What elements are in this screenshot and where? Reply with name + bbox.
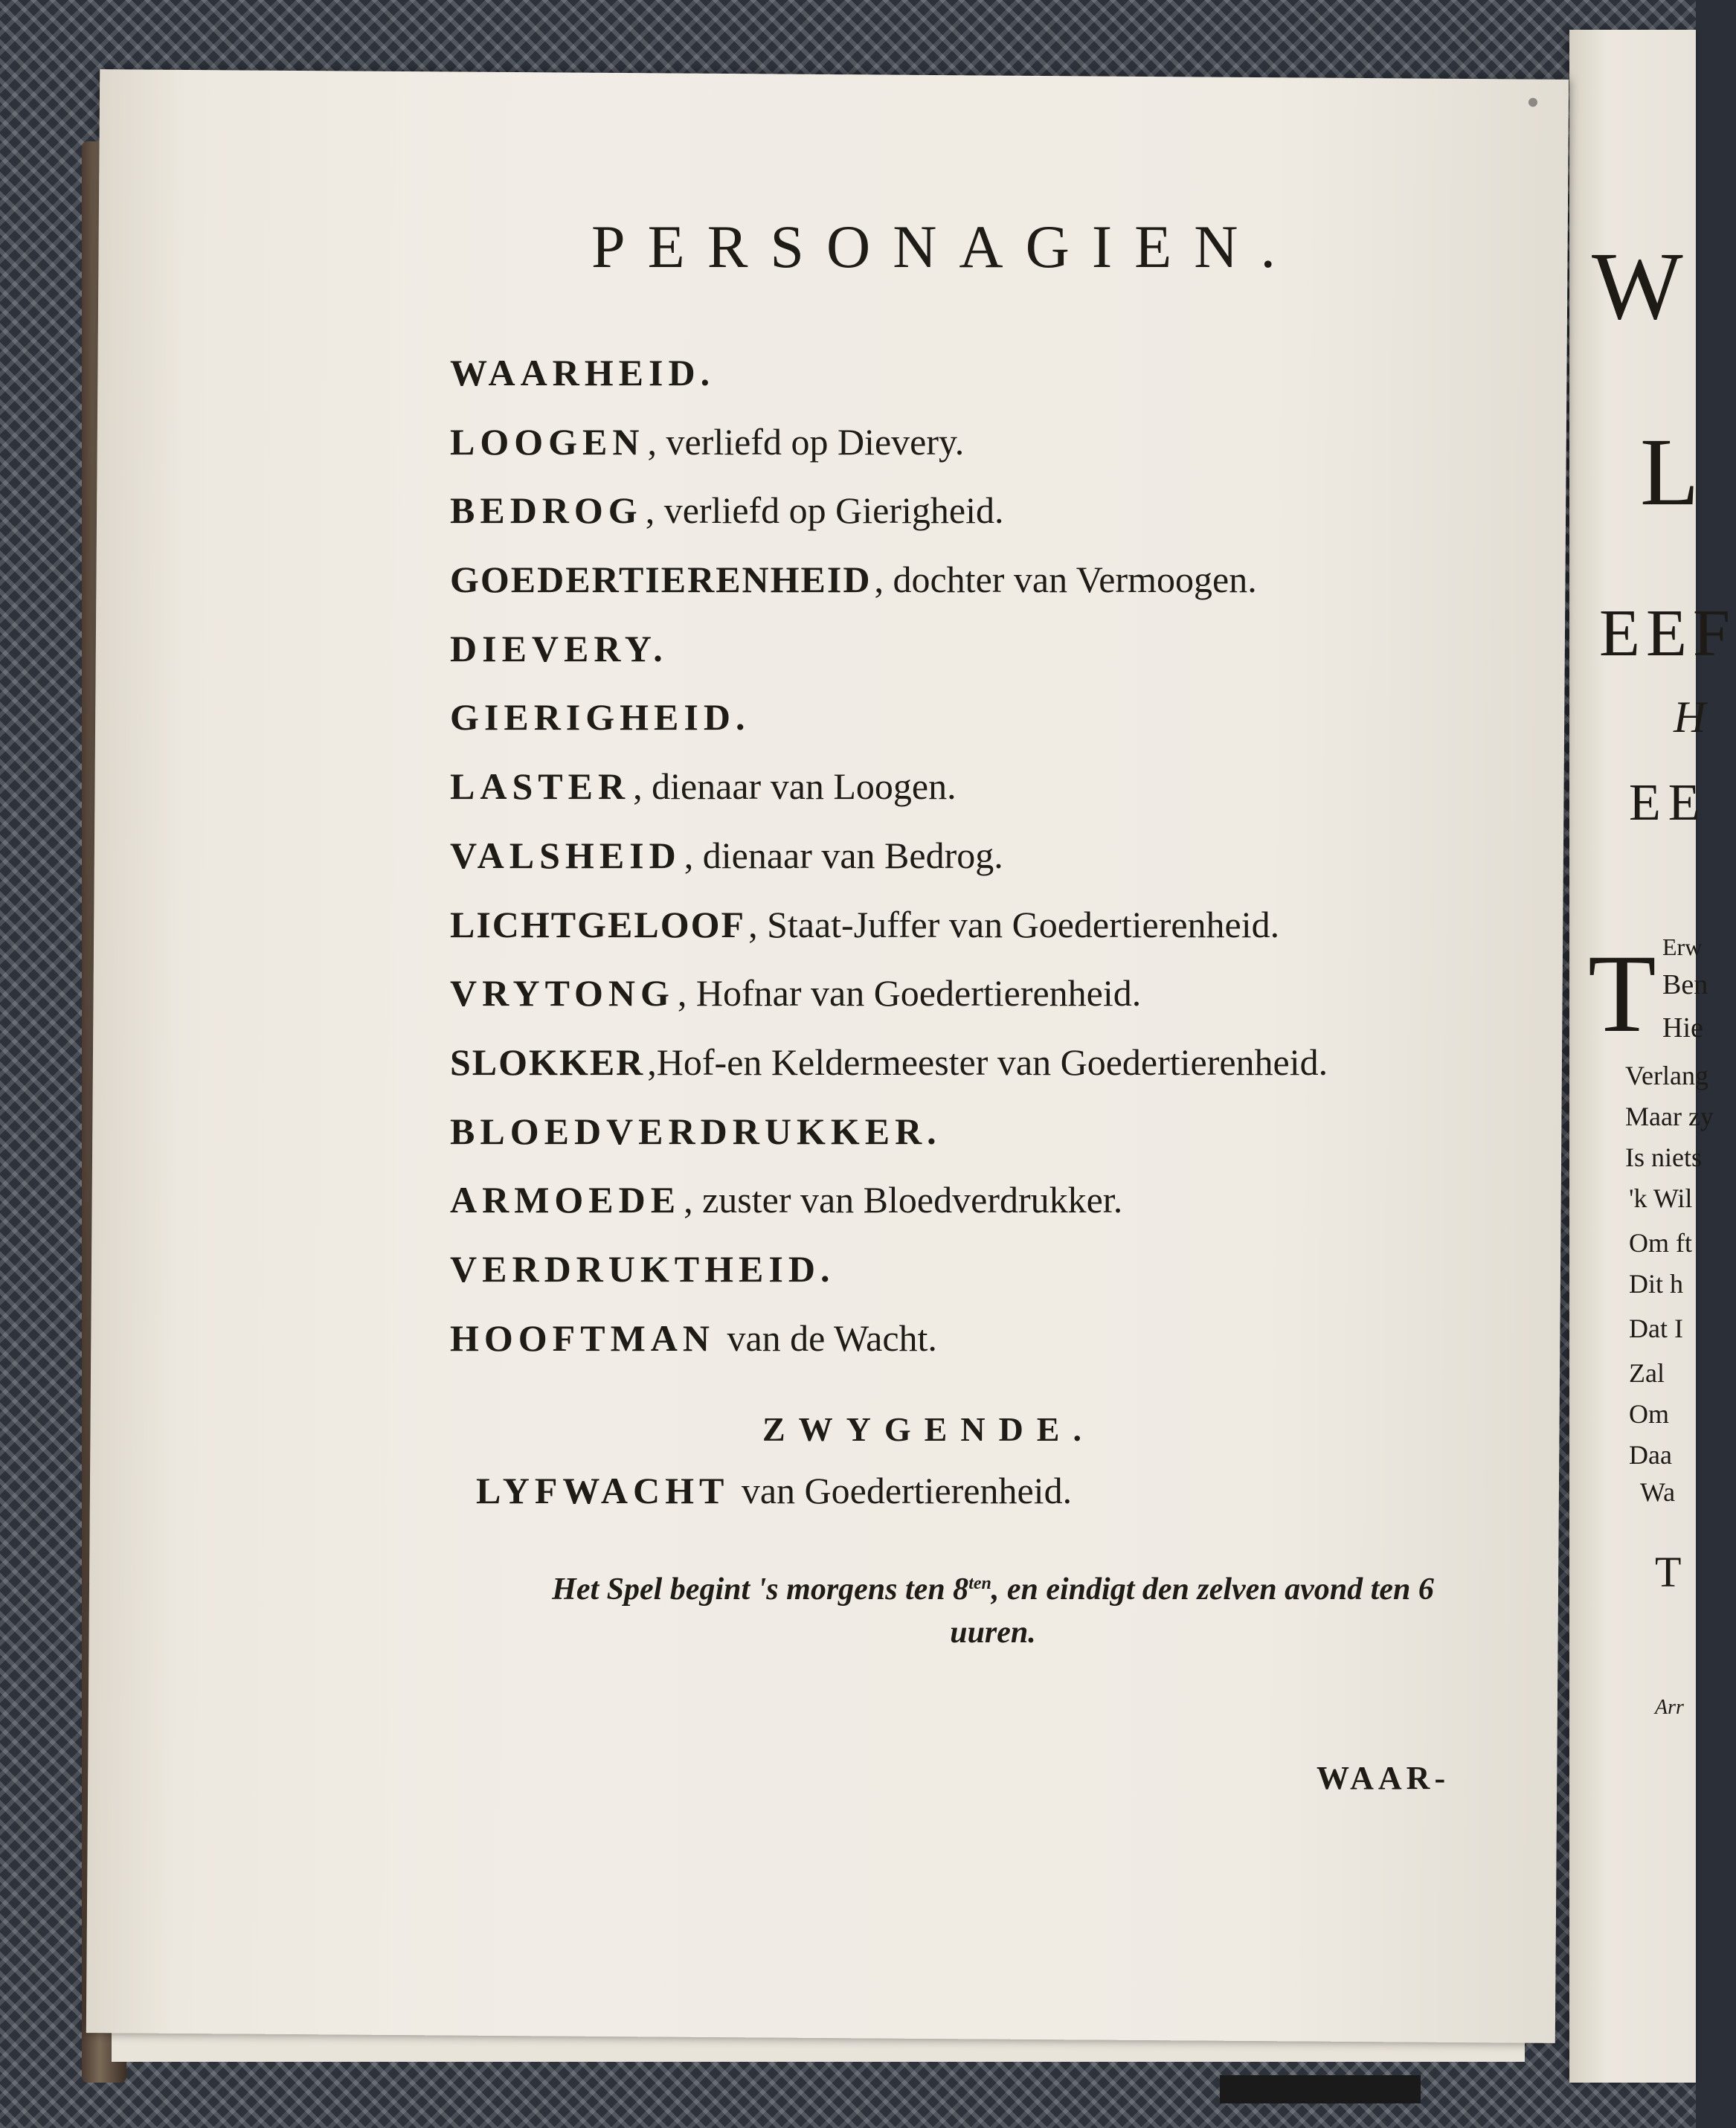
cast-entry [450, 408, 1506, 477]
performance-note [513, 1562, 1473, 1654]
character-description: van de Wacht. [717, 1317, 937, 1359]
facing-page-fragment: W [1592, 233, 1683, 340]
pencil-mark [1528, 98, 1537, 107]
character-name: GOEDERTIERENHEID [450, 559, 872, 601]
facing-page-fragment: Is niets [1625, 1142, 1702, 1172]
catchword: WAAR- [1317, 1760, 1450, 1796]
cast-entry [450, 683, 1506, 752]
character-name: LOOGEN [450, 420, 645, 463]
facing-page-fragment: Om [1629, 1399, 1669, 1429]
facing-page-fragment: EEF [1599, 597, 1736, 670]
facing-page-fragment: Hie [1662, 1012, 1703, 1044]
cast-entry [450, 476, 1506, 545]
character-description: , dochter van Vermoogen. [874, 559, 1257, 601]
character-description: , verliefd op Gierigheid. [645, 489, 1004, 532]
character-name: WAARHEID. [450, 352, 716, 393]
facing-page-fragment: Erw [1662, 933, 1703, 960]
facing-page-fragment: Zal [1629, 1358, 1665, 1388]
cast-entry [450, 1235, 1506, 1304]
cast-list [450, 338, 1506, 1372]
character-name: VERDRUKTHEID. [450, 1247, 835, 1290]
character-description: , dienaar van Loogen. [633, 765, 957, 808]
character-name: ARMOEDE [450, 1179, 681, 1221]
silent-cast-entry [476, 1469, 1072, 1512]
character-description: ,Hof-en Keldermeester van Goedertierenheid. [647, 1041, 1328, 1083]
cast-entry [450, 338, 1506, 408]
cast-entry [450, 1304, 1506, 1373]
character-name: LASTER [450, 765, 631, 808]
cast-entry [450, 890, 1506, 959]
facing-page-fragment: T [1655, 1548, 1682, 1596]
character-name: BLOEDVERDRUKKER. [450, 1110, 942, 1152]
cast-entry [450, 959, 1506, 1028]
silent-characters-heading: ZWYGENDE. [762, 1410, 1095, 1448]
facing-page [1569, 30, 1736, 2083]
character-name: HOOFTMAN [450, 1317, 715, 1359]
facing-page-fragment: L [1640, 419, 1700, 526]
character-description: , verliefd op Dievery. [647, 420, 965, 463]
cast-entry [450, 752, 1506, 821]
cast-entry [450, 1097, 1506, 1166]
facing-page-fragment: Maar zy [1625, 1102, 1714, 1131]
facing-page-fragment: Dit h [1629, 1269, 1684, 1299]
cast-entry [450, 1028, 1506, 1097]
cast-entry [450, 545, 1506, 614]
facing-page-fragment: Verlang [1625, 1061, 1708, 1090]
facing-page-fragment: H [1674, 692, 1706, 742]
facing-page-fragment: Dat I [1629, 1314, 1683, 1343]
cast-entry [450, 1166, 1506, 1235]
cast-entry [450, 821, 1506, 890]
character-name: VRYTONG [450, 972, 675, 1015]
page-title: PERSONAGIEN. [591, 213, 1298, 280]
facing-page-fragment: Om ft [1629, 1228, 1692, 1258]
facing-page-fragment: Ben [1662, 969, 1708, 1000]
character-name: DIEVERY. [450, 627, 668, 669]
character-description: , Staat-Juffer van Goedertierenheid. [748, 903, 1280, 945]
facing-page-fragment: Daa [1629, 1440, 1672, 1470]
facing-page-fragment: T [1588, 932, 1656, 1055]
character-description: , zuster van Bloedverdrukker. [684, 1179, 1123, 1221]
character-name: GIERIGHEID. [450, 696, 750, 739]
facing-page-fragment: Arr [1655, 1696, 1684, 1719]
character-name: LYFWACHT [476, 1470, 730, 1511]
facing-page-fragment: Wa [1640, 1477, 1676, 1507]
character-name: LICHTGELOOF [450, 903, 746, 945]
character-name: SLOKKER [450, 1041, 645, 1083]
character-name: VALSHEID [450, 834, 681, 876]
note-text: Het Spel begint 's morgens ten 8 [552, 1572, 969, 1607]
cast-entry [450, 614, 1506, 684]
character-name: BEDROG [450, 489, 643, 532]
facing-page-fragment: EE [1629, 774, 1708, 832]
note-superscript: ten [968, 1574, 991, 1593]
character-description: , Hofnar van Goedertierenheid. [677, 972, 1142, 1015]
character-description: van Goedertierenheid. [732, 1470, 1073, 1511]
dark-tab [1220, 2075, 1421, 2103]
character-description: , dienaar van Bedrog. [684, 834, 1003, 876]
note-text: , en eindigt den zelven avond ten 6 uuren. [950, 1572, 1434, 1650]
facing-page-fragment: 'k Wil [1629, 1183, 1693, 1213]
